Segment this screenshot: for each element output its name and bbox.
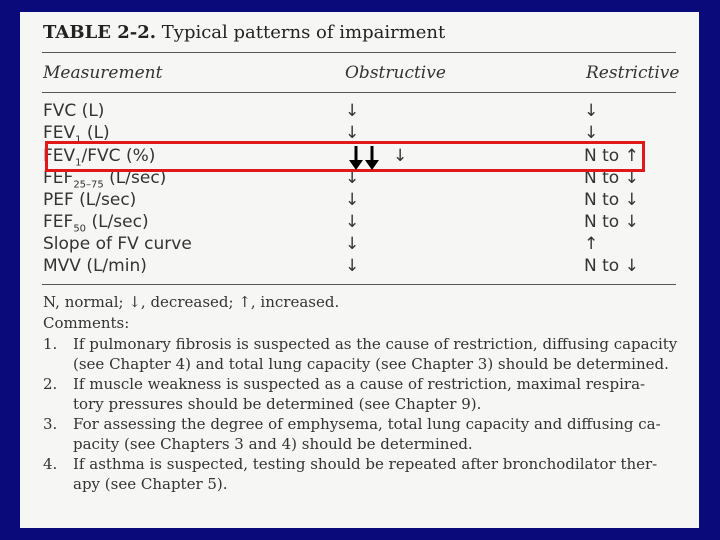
measurement-name: Slope of FV curve <box>43 234 192 254</box>
measurement-subscript: 1 <box>75 134 82 146</box>
top-rule <box>42 52 676 53</box>
highlight-box <box>45 141 645 172</box>
obstructive-cell: ↓ <box>345 123 360 143</box>
comment-line: If muscle weakness is suspected as a cause of restriction, maximal respira- <box>73 375 646 393</box>
measurement-name: FVC (L) <box>43 101 105 121</box>
restrictive-cell: N to ↑ <box>584 146 639 166</box>
measurement-cell <box>43 234 192 254</box>
header-rule <box>42 92 676 93</box>
comment-number: 3. <box>43 415 58 433</box>
table-page <box>20 12 699 528</box>
comment-line: For assessing the degree of emphysema, total lung capacity and diffusing ca- <box>73 415 661 433</box>
obstructive-cell: ↓ <box>345 101 360 121</box>
measurement-cell <box>43 212 149 234</box>
restrictive-cell: N to ↓ <box>584 168 639 188</box>
measurement-name: MVV (L/min) <box>43 256 147 276</box>
comments-label: Comments: <box>43 314 130 332</box>
restrictive-cell: N to ↓ <box>584 256 639 276</box>
header-measurement: Measurement <box>43 63 163 83</box>
measurement-unit: (L) <box>81 123 110 143</box>
measurement-name: PEF (L/sec) <box>43 190 137 210</box>
comment-line: apy (see Chapter 5). <box>73 475 228 493</box>
comment-line: (see Chapter 4) and total lung capacity (see Chapter 3) should be determined. <box>73 355 669 373</box>
obstructive-cell: ↓ <box>345 190 360 210</box>
comment-line: If asthma is suspected, testing should be repeated after bronchodilator ther- <box>73 455 658 473</box>
header-obstructive: Obstructive <box>345 63 446 83</box>
bottom-rule <box>42 284 676 285</box>
table-title <box>43 22 445 43</box>
comment-number: 4. <box>43 455 58 473</box>
table-number: TABLE 2-2. <box>43 22 157 43</box>
restrictive-cell: N to ↓ <box>584 190 639 210</box>
measurement-cell <box>43 190 136 210</box>
comment-number: 1. <box>43 335 58 353</box>
header-restrictive: Restrictive <box>586 63 680 83</box>
measurement-name: FEF <box>43 212 74 232</box>
measurement-subscript: 1 <box>75 157 82 169</box>
measurement-subscript: 50 <box>73 223 87 235</box>
measurement-cell <box>43 101 104 121</box>
obstructive-cell: ↓ <box>345 212 360 232</box>
restrictive-cell: ↓ <box>584 123 599 143</box>
restrictive-cell: ↓ <box>584 101 599 121</box>
comment-number: 2. <box>43 375 58 393</box>
comment-line: tory pressures should be determined (see Chapter 9). <box>73 395 482 413</box>
measurement-name: FEV <box>43 123 76 143</box>
measurement-unit: (L/sec) <box>103 168 167 188</box>
measurement-cell <box>43 256 147 276</box>
legend-text: N, normal; ↓, decreased; ↑, increased. <box>43 293 340 311</box>
obstructive-cell: ↓ <box>393 146 408 166</box>
restrictive-cell: ↑ <box>584 234 599 254</box>
table-caption: Typical patterns of impairment <box>161 22 446 43</box>
measurement-subscript: 25–75 <box>73 179 104 191</box>
measurement-unit: /FVC (%) <box>81 146 156 166</box>
restrictive-cell: N to ↓ <box>584 212 639 232</box>
obstructive-cell: ↓ <box>345 234 360 254</box>
bold-down-arrow-icon <box>363 145 381 171</box>
obstructive-cell: ↓ <box>345 168 360 188</box>
measurement-name: FEF <box>43 168 74 188</box>
measurement-unit: (L/sec) <box>86 212 149 232</box>
comment-line: pacity (see Chapters 3 and 4) should be determined. <box>73 435 473 453</box>
obstructive-cell: ↓ <box>345 256 360 276</box>
measurement-name: FEV <box>43 146 76 166</box>
comment-line: If pulmonary fibrosis is suspected as the cause of restriction, diffusing capacity <box>73 335 678 353</box>
